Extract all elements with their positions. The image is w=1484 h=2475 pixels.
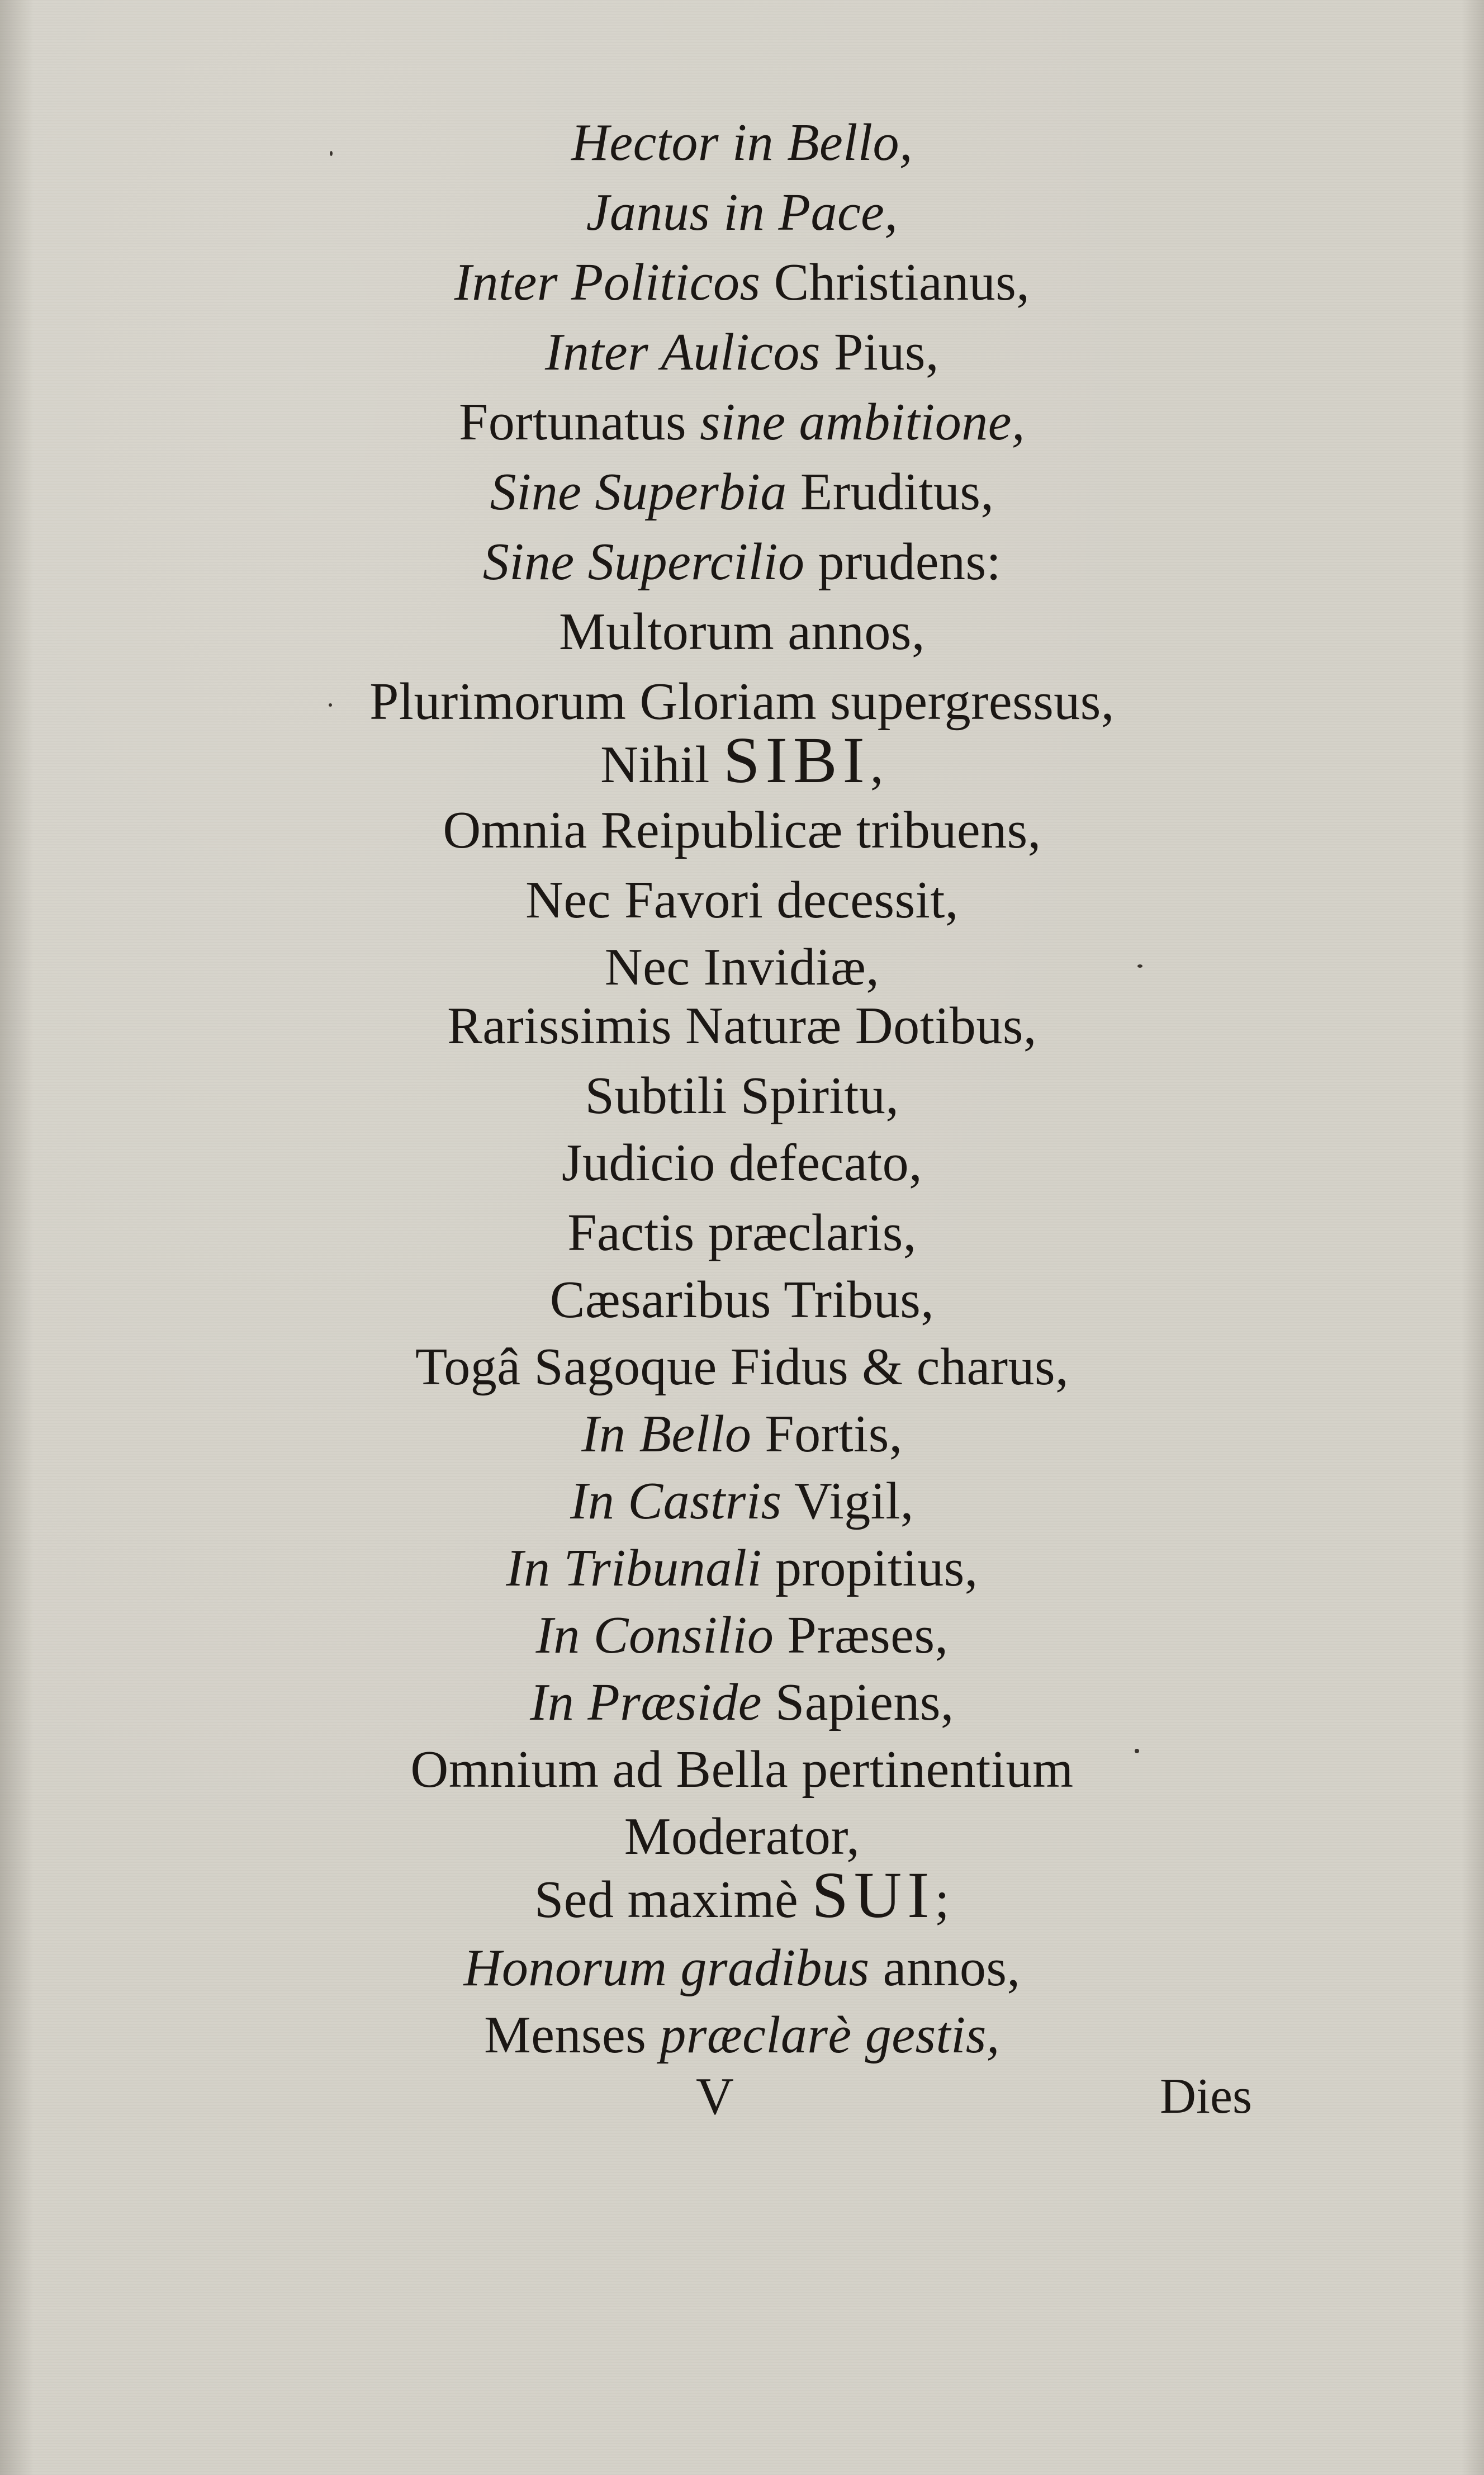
- verse-line: Hector in Bello,: [571, 113, 913, 172]
- verse-line: Sine Superbia Eruditus,: [490, 463, 994, 521]
- verse-line: Fortunatus sine ambitione,: [459, 393, 1025, 451]
- verse-line: Sed maximè SUI;: [534, 1858, 950, 1932]
- verse-line: Nec Favori decessit,: [525, 871, 959, 929]
- verse-line: In Tribunali propitius,: [506, 1539, 978, 1597]
- verse-line: Omnia Reipublicæ tribuens,: [443, 801, 1041, 859]
- signature-mark: V: [696, 2067, 734, 2126]
- ink-speck: [329, 703, 332, 707]
- ink-speck: [330, 151, 333, 156]
- ink-speck: [1135, 1749, 1139, 1753]
- ink-speck: [1137, 964, 1142, 968]
- catchword: Dies: [1160, 2069, 1252, 2124]
- verse-line: Rarissimis Naturæ Dotibus,: [447, 997, 1037, 1055]
- verse-line: Menses præclarè gestis,: [484, 2006, 1000, 2064]
- verse-line: Judicio defecato,: [561, 1134, 923, 1192]
- verse-line: Inter Politicos Christianus,: [454, 253, 1030, 311]
- verse-line: In Consilio Præses,: [535, 1606, 949, 1664]
- verse-line: Subtili Spiritu,: [585, 1067, 899, 1125]
- verse-line: Plurimorum Gloriam supergressus,: [369, 673, 1115, 731]
- verse-line: In Præside Sapiens,: [530, 1673, 954, 1731]
- verse-line: Moderator,: [624, 1807, 860, 1866]
- verse-line: Togâ Sagoque Fidus & charus,: [415, 1338, 1069, 1396]
- verse-line: Cæsaribus Tribus,: [549, 1271, 935, 1329]
- verse-line: Janus in Pace,: [586, 183, 898, 242]
- verse-line: Factis præclaris,: [567, 1204, 917, 1262]
- verse-line: Sine Supercilio prudens:: [482, 533, 1002, 591]
- verse-line: Omnium ad Bella pertinentium: [410, 1740, 1074, 1799]
- verse-line: In Bello Fortis,: [581, 1405, 903, 1463]
- verse-line: Multorum annos,: [558, 603, 926, 661]
- verse-line: In Castris Vigil,: [570, 1472, 914, 1530]
- verse-line: Nihil SIBI,: [600, 723, 884, 797]
- verse-line: Honorum gradibus annos,: [463, 1939, 1021, 1997]
- verse-line: Nec Invidiæ,: [604, 938, 880, 996]
- verse-line: Inter Aulicos Pius,: [545, 323, 939, 381]
